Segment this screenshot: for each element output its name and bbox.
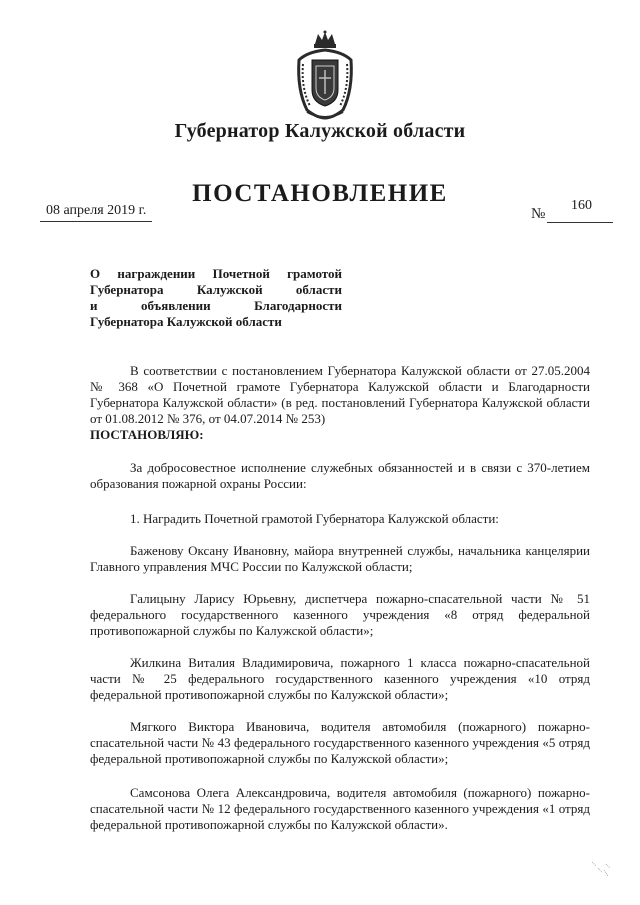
date-underline (40, 221, 152, 222)
awardee-paragraph (90, 543, 590, 575)
awardee-paragraph (90, 591, 590, 639)
preamble-paragraph (90, 363, 590, 443)
awardee-paragraph (90, 655, 590, 703)
awardee-text: Жилкина Виталия Владимировича, пожарного 1 класса пожарно-спасательной части № 25 федерального государственного казенного учреждения «10 отряд федеральной противопожарной службы по Калужской области»; (90, 655, 590, 702)
governor-title: Губернатор Калужской области (174, 120, 466, 142)
document-number: 160 (571, 198, 592, 213)
decree-word: ПОСТАНОВЛЯЮ: (90, 427, 204, 442)
awardee-text: Баженову Оксану Ивановну, майора внутренней службы, начальника канцелярии Главного управления МЧС России по Калужской области; (90, 543, 590, 574)
number-label: № (531, 206, 546, 222)
document-subject (90, 266, 342, 330)
awardee-paragraph (90, 785, 590, 833)
awardee-text: Мягкого Виктора Ивановича, водителя автомобиля (пожарного) пожарно-спасательной части № 43 федерального государственного казенного учреждения «5 отряд федеральной противопожарной службы по Калужской области»; (90, 719, 590, 766)
document-type-heading: ПОСТАНОВЛЕНИЕ (192, 180, 448, 207)
scan-artifact-mark (590, 858, 614, 882)
item-1-text: 1. Наградить Почетной грамотой Губернатора Калужской области: (130, 511, 499, 526)
coat-of-arms-emblem (293, 30, 357, 120)
item-1 (90, 511, 590, 527)
subject-line: и объявлении Благодарности (90, 298, 342, 313)
awardee-text: Самсонова Олега Александровича, водителя автомобиля (пожарного) пожарно-спасательной части № 12 федерального государственного казенного учреждения «1 отряд федеральной противопожарной службы по Калужской области». (90, 785, 590, 832)
awardee-paragraph (90, 719, 590, 767)
awardee-text: Галицыну Ларису Юрьевну, диспетчера пожарно-спасательной части № 51 федерального государственного казенного учреждения «8 отряд федеральной противопожарной службы по Калужской области»; (90, 591, 590, 638)
preamble-text: В соответствии с постановлением Губернатора Калужской области от 27.05.2004 № 368 «О Почетной грамоте Губернатора Калужской области и Благодарности Губернатора Калужской области» (в ред. постановлений Губернатора Калужской области от 01.08.2012 № 376, от 04.07.2014 № 253) (90, 363, 590, 426)
number-underline (547, 222, 613, 223)
subject-line: О награждении Почетной грамотой (90, 266, 342, 281)
reason-text: За добросовестное исполнение служебных обязанностей и в связи с 370-летием образования пожарной охраны России: (90, 460, 590, 491)
reason-paragraph (90, 460, 590, 492)
subject-line: Губернатора Калужской области (90, 282, 342, 297)
document-date: 08 апреля 2019 г. (46, 203, 147, 218)
subject-line: Губернатора Калужской области (90, 314, 282, 329)
